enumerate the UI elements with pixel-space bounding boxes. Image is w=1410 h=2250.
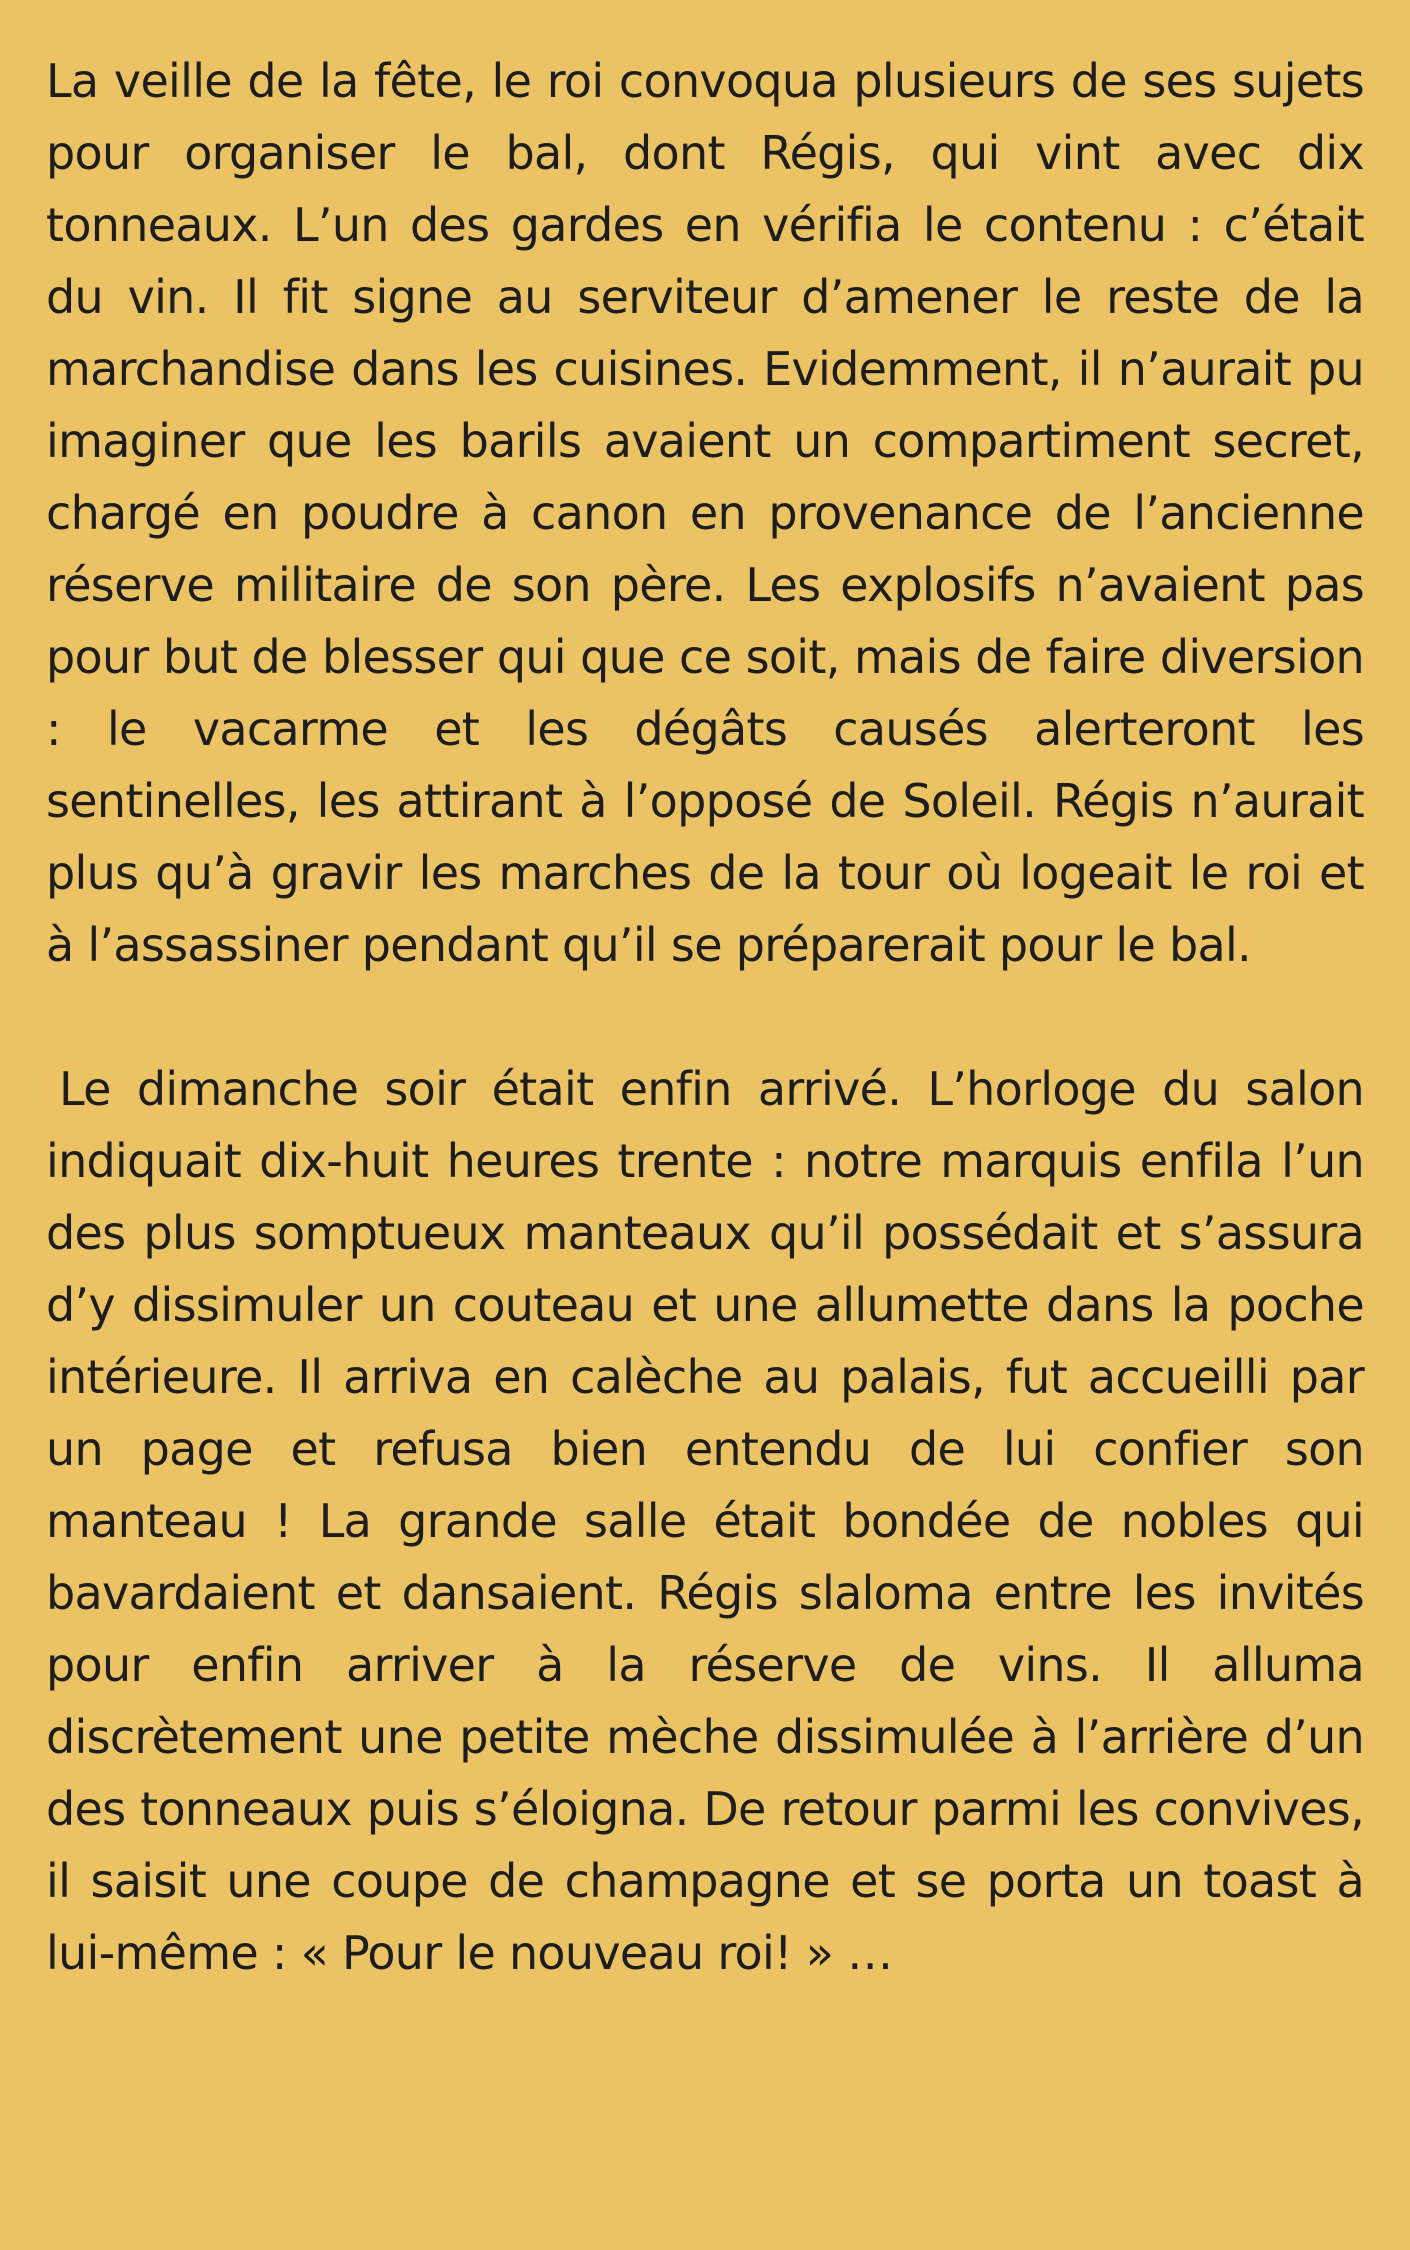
paragraph-1: La veille de la fête, le roi convoqua plusieurs de ses sujets pour organiser le bal, dont Régis, qui vint avec dix tonneaux. L’un des gardes en vérifia le contenu : c’était du vin. Il fit signe au serviteur d’amener le reste de la marchandise dans les cuisines. Evidemment, il n’aurait pu imaginer que les barils avaient un compartiment secret, chargé en poudre à canon en provenance de l’ancienne réserve militaire de son père. Les explosifs n’avaient pas pour but de blesser qui que ce soit, mais de faire diversion : le vacarme et les dégâts causés alerteront les sentinelles, les attirant à l’opposé de Soleil. Régis n’aurait plus qu’à gravir les marches de la tour où logeait le roi et à l’assassiner pendant qu’il se préparerait pour le bal. <box>46 54 1364 972</box>
paragraph-2: Le dimanche soir était enfin arrivé. L’horloge du salon indiquait dix-huit heures trente : notre marquis enfila l’un des plus somptueux manteaux qu’il possédait et s’assura d’y dissimuler un couteau et une allumette dans la poche intérieure. Il arriva en calèche au palais, fut accueilli par un page et refusa bien entendu de lui confier son manteau ! La grande salle était bondée de nobles qui bavardaient et dansaient. Régis slaloma entre les invités pour enfin arriver à la réserve de vins. Il alluma discrètement une petite mèche dissimulée à l’arrière d’un des tonneaux puis s’éloigna. De retour parmi les convives, il saisit une coupe de champagne et se porta un toast à lui-même : « Pour le nouveau roi! » … <box>46 1062 1364 1980</box>
